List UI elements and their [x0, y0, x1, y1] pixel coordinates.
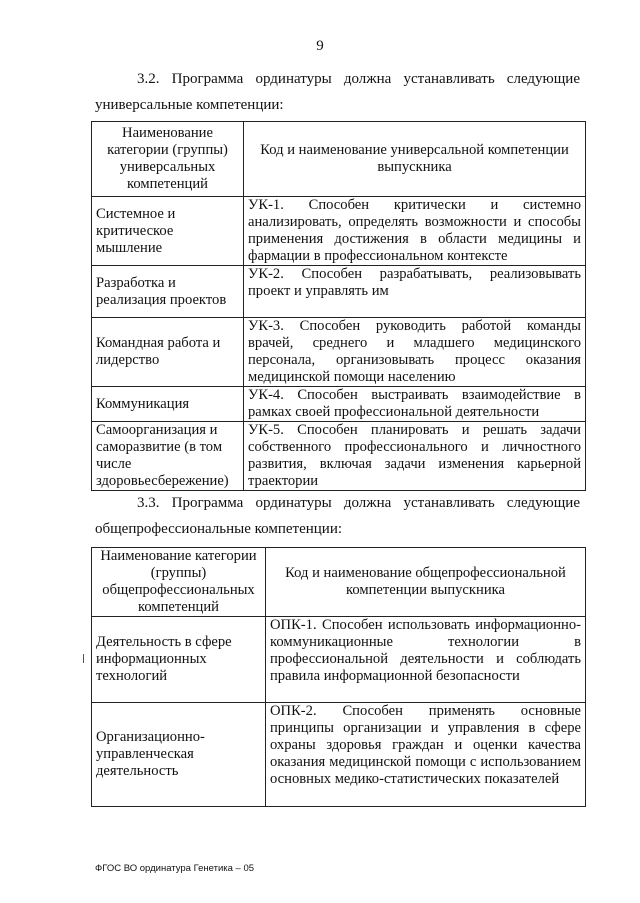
- general-professional-competencies-table: [91, 547, 586, 807]
- universal-competencies-table: [91, 121, 586, 491]
- category-cell: Командная работа и лидерство: [92, 318, 244, 387]
- table-row: [92, 387, 586, 422]
- section-3-2-intro: [95, 66, 580, 118]
- table-row: [92, 318, 586, 387]
- competence-cell: УК-5. Способен планировать и решать задачи собственного профессионального и личностного развития, включая задачи изменения карьерной траектории: [244, 422, 586, 491]
- competence-cell: ОПК-2. Способен применять основные принципы организации и управления в сфере охраны здоровья граждан и оценки качества оказания медицинской помощи с использованием основных медико-статистических показателей: [266, 703, 586, 807]
- table-row: [92, 422, 586, 491]
- section-3-3-line1: 3.3. Программа ординатуры должна устанавливать следующие: [137, 495, 580, 511]
- table-row: [92, 266, 586, 318]
- table-header-row: [92, 548, 586, 617]
- category-cell: Коммуникация: [92, 387, 244, 422]
- document-footer: ФГОС ВО ординатура Генетика – 05: [95, 863, 255, 874]
- category-cell: Организационно-управленческая деятельность: [92, 703, 266, 807]
- table-row: [92, 617, 586, 703]
- header-competence: Код и наименование общепрофессиональной компетенции выпускника: [266, 548, 586, 617]
- competence-cell: УК-2. Способен разрабатывать, реализовывать проект и управлять им: [244, 266, 586, 318]
- competence-cell: УК-1. Способен критически и системно анализировать, определять возможности и способы применения достижения в области медицины и фармации в профессиональном контексте: [244, 197, 586, 266]
- category-cell: Разработка и реализация проектов: [92, 266, 244, 318]
- margin-mark: [83, 654, 84, 663]
- page-number: 9: [316, 38, 324, 54]
- section-3-2-line2: универсальные компетенции:: [95, 97, 284, 113]
- competence-cell: УК-4. Способен выстраивать взаимодействие в рамках своей профессиональной деятельности: [244, 387, 586, 422]
- competence-cell: ОПК-1. Способен использовать информационно-коммуникационные технологии в профессиональной деятельности и соблюдать правила информационной безопасности: [266, 617, 586, 703]
- section-3-3-line2: общепрофессиональные компетенции:: [95, 521, 343, 537]
- section-3-2-line1: 3.2. Программа ординатуры должна устанавливать следующие: [137, 71, 580, 87]
- header-category: Наименование категории (группы) общепрофессиональных компетенций: [92, 548, 266, 617]
- category-cell: Самоорганизация и саморазвитие (в том числе здоровьесбережение): [92, 422, 244, 491]
- section-3-3-intro: [95, 490, 580, 542]
- table-header-row: [92, 122, 586, 197]
- competence-cell: УК-3. Способен руководить работой команды врачей, среднего и младшего медицинского персонала, организовывать процесс оказания медицинской помощи населению: [244, 318, 586, 387]
- table-row: [92, 197, 586, 266]
- category-cell: Системное и критическое мышление: [92, 197, 244, 266]
- table-row: [92, 703, 586, 807]
- header-competence: Код и наименование универсальной компетенции выпускника: [244, 122, 586, 197]
- category-cell: Деятельность в сфере информационных технологий: [92, 617, 266, 703]
- header-category: Наименование категории (группы) универсальных компетенций: [92, 122, 244, 197]
